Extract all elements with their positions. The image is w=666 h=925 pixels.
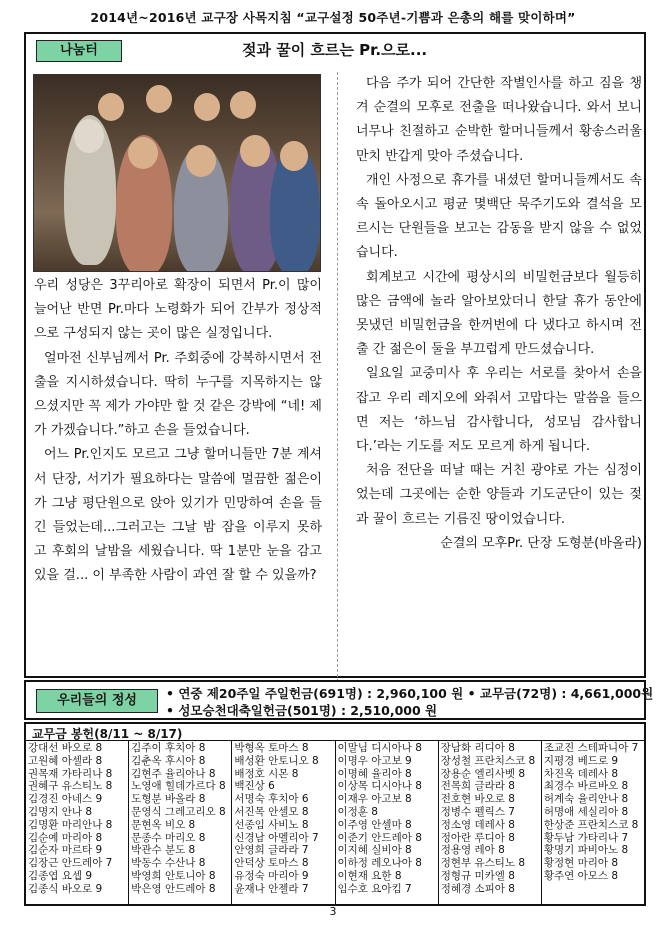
roster-entry: 강대선 바오로 8 — [28, 742, 103, 754]
roster-entry: 권목재 가타리나 8 — [28, 767, 113, 780]
roster-entry: 장성철 프란치스코 8 — [440, 754, 536, 767]
article-paragraph: 얼마전 신부님께서 Pr. 주회중에 강복하시면서 전출을 지시하셨습니다. 딱히 누구를 지목하지는 않으셨지만 꼭 제가 가야만 할 것 같은 강박에 “네! 제가 가겠습니다.”하고 손을 들었습니다. — [34, 350, 322, 439]
roster-entry: 정혜경 소피아 8 — [440, 882, 515, 895]
roster-entry: 신경남 아멜리아 7 — [234, 831, 319, 844]
roster-entry: 황주연 아모스 8 — [543, 869, 619, 882]
roster-entry: 김종식 바오로 9 — [28, 882, 103, 895]
roster-entry: 박형옥 토마스 8 — [234, 742, 309, 754]
article-left-column — [34, 274, 322, 589]
roster-entry: 노영애 힐데가르다 8 — [131, 780, 226, 793]
roster-entry: 이정훈 8 — [337, 805, 378, 818]
roster-entry: 문현옥 비오 8 — [131, 818, 196, 831]
article-signature: 순결의 모후Pr. 단장 도형분(바올라) — [440, 535, 642, 551]
page-header: 2014년~2016년 교구장 사목지침 “교구설정 50주년-기쁨과 은총의 해를 맞이하며” — [90, 10, 576, 25]
roster-entry: 정용영 레아 8 — [440, 844, 505, 857]
roster-entry: 이준기 안드레아 8 — [337, 831, 422, 844]
article-title-row — [26, 34, 644, 64]
article-paragraph: 개인 사정으로 휴가를 내셨던 할머니들께서도 속속 돌아오시고 평균 몇백단 묵주기도와 결석을 모르시는 단원들을 보고는 감동을 받지 않을 수 없었습니다. — [356, 172, 642, 261]
article-paragraph: 우리 성당은 3꾸리아로 확장이 되면서 Pr.이 많이 늘어난 반면 Pr.마다 노령화가 되어 간부가 정상적으로 구성되지 않는 곳이 많은 실정입니다. — [34, 278, 322, 342]
article-frame — [24, 32, 646, 678]
roster-entry: 김춘옥 후시아 8 — [131, 754, 206, 767]
roster-entry: 이재우 아고보 8 — [337, 793, 412, 806]
roster-entry: 서명숙 후치아 6 — [234, 793, 309, 806]
roster-entry: 이명혜 율리아 8 — [337, 767, 412, 780]
roster-entry: 배정호 시몬 8 — [234, 767, 299, 780]
roster-entry: 정형규 미카엘 8 — [440, 869, 515, 882]
roster-entry: 박영희 안토니아 8 — [131, 869, 216, 882]
article-title: 젖과 꿀이 흐르는 Pr.으로... — [242, 41, 428, 59]
roster-entry: 박동수 수산나 8 — [131, 857, 206, 870]
roster-entry: 김순자 마르타 9 — [28, 844, 103, 857]
roster-entry: 이주영 안셀마 8 — [337, 818, 412, 831]
roster-entry: 문종수 마리오 8 — [131, 831, 206, 844]
article-paragraph: 회계보고 시간에 평상시의 비밀헌금보다 월등히 많은 금액에 놀라 알아보았더니 한달 휴가 동안에 못냈던 비밀헌금을 한꺼번에 다 냈다고 하시며 전출 간 젊은이 둘을 부끄럽게 만드셨습니다. — [356, 269, 642, 358]
roster-entry: 김현주 율리아나 8 — [131, 767, 216, 780]
roster-entry: 배성환 안토니오 8 — [234, 754, 319, 767]
roster-entry: 유정숙 마리아 9 — [234, 869, 309, 882]
roster-entry: 최경수 바르바오 8 — [543, 780, 629, 793]
roster-entry: 차진옥 데레사 8 — [543, 767, 619, 780]
donation-label: 우리들의 정성 — [36, 689, 158, 713]
offering-roster — [24, 722, 646, 906]
roster-entry: 임수호 요아킴 7 — [337, 882, 412, 895]
roster-entry: 문영식 그레고리오 8 — [131, 805, 226, 818]
roster-entry: 김순예 마리아 8 — [28, 831, 103, 844]
roster-entry: 선종임 사비노 8 — [234, 818, 309, 831]
roster-entry: 정아란 루디아 8 — [440, 831, 515, 844]
roster-entry: 박관수 분도 8 — [131, 844, 196, 857]
donation-line: • 성모승천대축일헌금(501명) : 2,510,000 원 — [166, 703, 438, 718]
article-paragraph: 일요일 교중미사 후 우리는 서로를 찾아서 손을 잡고 우리 레지오에 와줘서 고맙다는 말씀을 들으면 저는 ‘하느님 감사합니다, 성모님 감사합니다.’라는 기도를 저도 모르게 하게 됩니다. — [356, 366, 642, 455]
roster-entry: 이지혜 실비아 8 — [337, 844, 412, 857]
roster-column — [26, 740, 129, 906]
roster-entry: 전목희 글라라 8 — [440, 780, 515, 793]
article-paragraph: 어느 Pr.인지도 모르고 그냥 할머니들만 7분 계셔서 단장, 서기가 필요하다는 말씀에 멀끔한 젊은이가 그냥 평단원으로 앉아 있기가 민망하여 손을 들긴 들었는데...그러고는 그날 밤 잠을 이루지 못하고 후회의 날밤을 세웠습니다. 딱 1분만 눈을 감고 있을 걸... 이 부족한 사람이 과연 잘 할 수 있을까? — [34, 447, 322, 584]
roster-entry: 김주이 후치아 8 — [131, 742, 206, 754]
article-right-column — [356, 72, 642, 556]
roster-entry: 황정현 마리아 8 — [543, 857, 619, 870]
roster-entry: 이현재 요한 8 — [337, 869, 402, 882]
roster-entry: 허명애 세실리아 8 — [543, 805, 629, 818]
roster-entry: 고원혜 아셀라 8 — [28, 754, 103, 767]
roster-entry: 이말님 디시아나 8 — [337, 742, 422, 754]
roster-entry: 정현부 유스티노 8 — [440, 857, 526, 870]
roster-entry: 허계숙 율리안나 8 — [543, 793, 629, 806]
donation-line: • 연중 제20주일 주일헌금(691명) : 2,960,100 원 • 교무금(72명) : 4,661,000원 — [166, 686, 654, 701]
roster-entry: 서진목 안셀모 8 — [234, 805, 309, 818]
roster-column — [232, 740, 335, 906]
column-divider — [337, 72, 338, 682]
roster-entry: 이하정 레오나아 8 — [337, 857, 422, 870]
donation-summary — [24, 680, 654, 720]
article-paragraph: 다음 주가 되어 간단한 작별인사를 하고 짐을 챙겨 순결의 모후로 전출을 떠나왔습니다. 와서 보니 너무나 친절하고 순박한 할머니들께서 황송스러울만치 반갑게 맞아 주셨습니다. — [356, 76, 642, 164]
roster-entry: 안영희 글라라 7 — [234, 844, 309, 857]
roster-column — [129, 740, 232, 906]
article-paragraph: 처음 전단을 떠날 때는 거친 광야로 가는 심정이었는데 그곳에는 순한 양들과 기도군단이 있는 젖과 꿀이 흐르는 기름진 땅이었습니다. — [356, 463, 642, 527]
roster-entry: 도형분 바올라 8 — [131, 793, 206, 806]
group-photo — [33, 74, 321, 272]
roster-entry: 윤재나 안젤라 7 — [234, 882, 309, 895]
roster-column — [542, 740, 644, 906]
roster-entry: 안덕상 토마스 8 — [234, 857, 309, 870]
roster-entry: 정병수 펠릭스 7 — [440, 805, 515, 818]
roster-heading: 교무금 봉헌(8/11 ~ 8/17) — [32, 727, 183, 741]
roster-entry: 김종엽 요셉 9 — [28, 869, 93, 882]
roster-entry: 이명우 아고보 9 — [337, 754, 412, 767]
roster-entry: 장남화 리디아 8 — [440, 742, 515, 754]
roster-entry: 김명지 안나 8 — [28, 805, 93, 818]
roster-entry: 조교진 스테파니아 7 — [543, 742, 639, 754]
page-number: 3 — [329, 905, 337, 918]
section-tag: 나눔터 — [36, 40, 122, 62]
roster-entry: 황명기 파비아노 8 — [543, 844, 629, 857]
roster-entry: 이상목 디시아나 8 — [337, 780, 422, 793]
roster-entry: 정소영 데레사 8 — [440, 818, 515, 831]
roster-entry: 김명환 마리안나 8 — [28, 818, 113, 831]
roster-columns — [26, 740, 644, 906]
roster-entry: 전호현 바오로 8 — [440, 793, 515, 806]
roster-entry: 김경진 아네스 9 — [28, 793, 103, 806]
roster-entry: 박은영 안드레아 8 — [131, 882, 216, 895]
roster-entry: 지평경 베드로 9 — [543, 754, 619, 767]
roster-column — [439, 740, 542, 906]
roster-column — [336, 740, 439, 906]
roster-entry: 권혜구 유스티노 8 — [28, 780, 113, 793]
roster-entry: 백진상 6 — [234, 780, 275, 793]
roster-entry: 황두남 가타리나 7 — [543, 831, 629, 844]
roster-entry: 김장근 안드레아 7 — [28, 857, 113, 870]
roster-entry: 장용순 엘리사벳 8 — [440, 767, 526, 780]
roster-entry: 한상준 프란치스코 8 — [543, 818, 639, 831]
